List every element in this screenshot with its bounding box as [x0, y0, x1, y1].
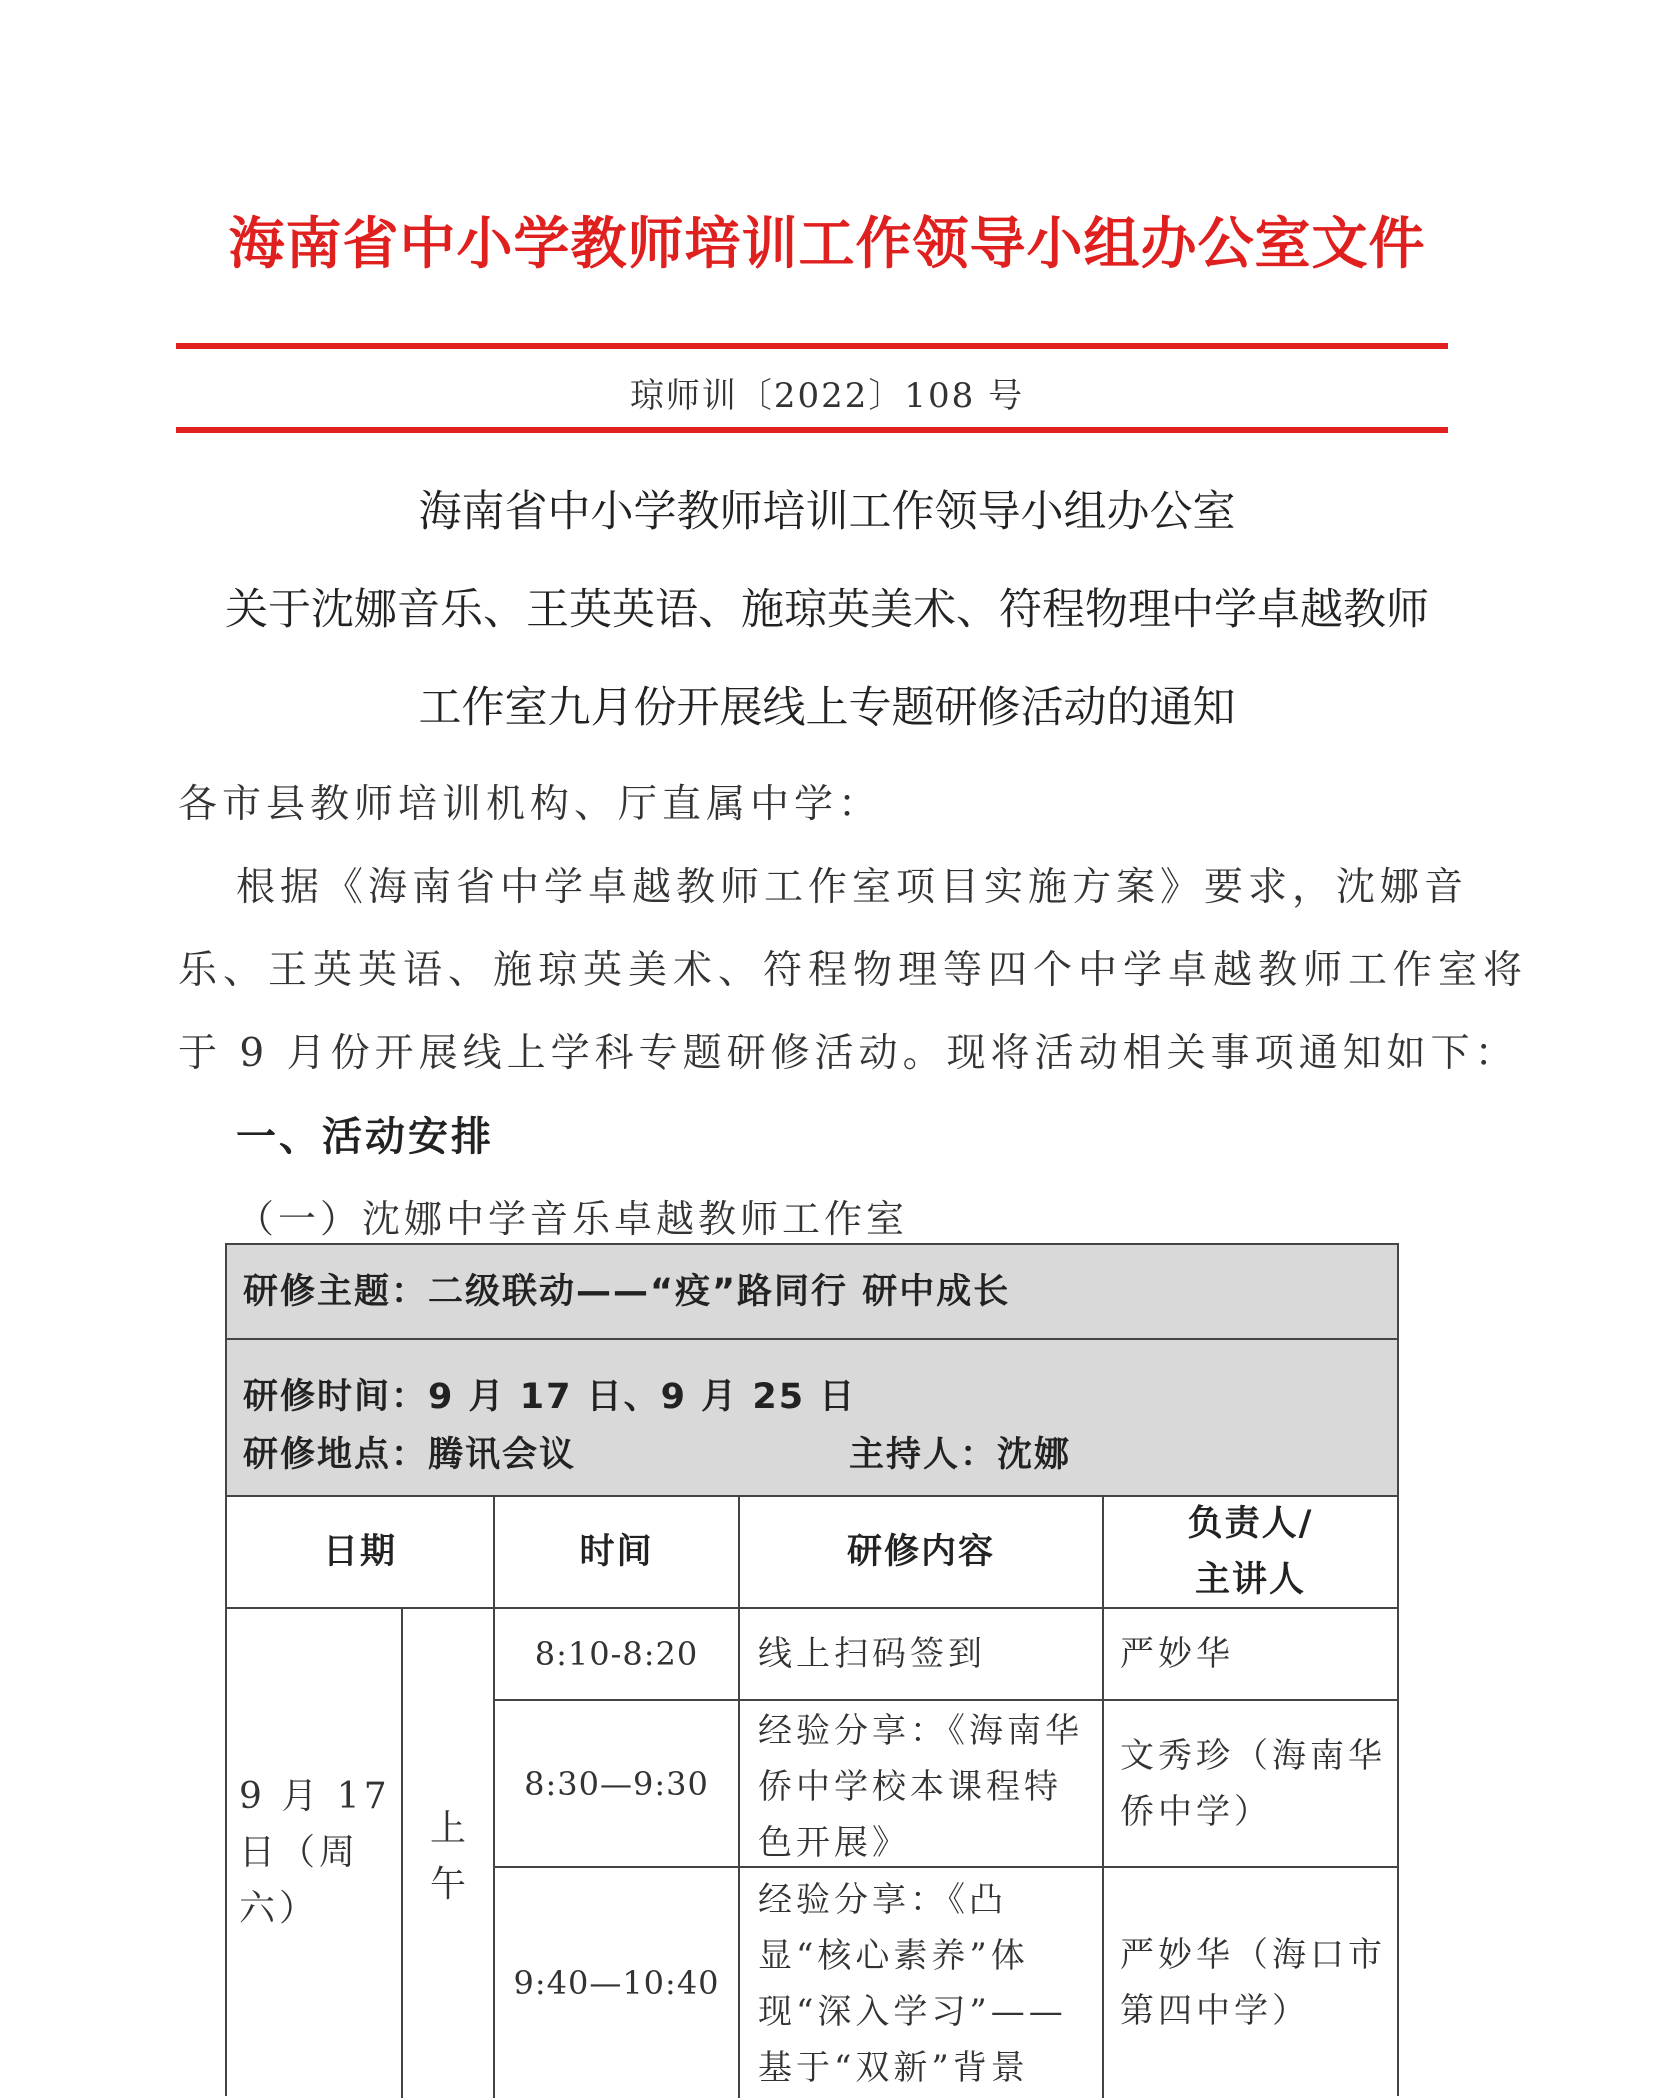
table-cell-content: 线上扫码签到 [740, 1609, 1104, 1701]
section-heading: 一、活动安排 [236, 1114, 494, 1160]
column-header-date: 日期 [227, 1497, 495, 1609]
column-header-person-line1: 负责人/ [1187, 1504, 1314, 1544]
table-cell-time: 8:10-8:20 [495, 1609, 740, 1701]
subsection-heading: （一）沈娜中学音乐卓越教师工作室 [236, 1197, 909, 1241]
column-header-person [1104, 1497, 1397, 1609]
table-cell-person: 严妙华 [1104, 1609, 1397, 1701]
table-cell-content: 经验分享：《海南华侨中学校本课程特色开展》 [740, 1701, 1104, 1868]
table-topic-row: 研修主题：二级联动——“疫”路同行 研中成长 [227, 1245, 1397, 1340]
research-place: 研修地点：腾讯会议 [243, 1435, 577, 1475]
table-time-place-row [227, 1340, 1397, 1497]
notice-title-line3: 工作室九月份开展线上专题研修活动的通知 [418, 683, 1236, 733]
research-place-row [243, 1426, 1397, 1484]
table-cell-person: 文秀珍（海南华侨中学） [1104, 1701, 1397, 1868]
notice-title-line1: 海南省中小学教师培训工作领导小组办公室 [418, 487, 1236, 537]
column-header-content: 研修内容 [740, 1497, 1104, 1609]
header-red-rule-top [176, 343, 1448, 349]
schedule-table [225, 1243, 1399, 2096]
paragraph-line: 根据《海南省中学卓越教师工作室项目实施方案》要求，沈娜音 [236, 865, 1469, 910]
column-header-person-line2: 主讲人 [1194, 1560, 1306, 1600]
header-red-rule-bottom [176, 427, 1448, 433]
paragraph-line: 于 9 月份开展线上学科专题研修活动。现将活动相关事项通知如下： [178, 1031, 1519, 1076]
notice-title-line2: 关于沈娜音乐、王英英语、施琼英美术、符程物理中学卓越教师 [225, 585, 1429, 635]
document-header-title: 海南省中小学教师培训工作领导小组办公室文件 [228, 212, 1426, 277]
date-cell: 9 月 17 日（周六） [227, 1609, 403, 2098]
period-char: 上 [429, 1808, 466, 1849]
period-char: 午 [429, 1864, 466, 1905]
table-cell-time: 9:40—10:40 [495, 1868, 740, 2098]
addressee: 各市县教师培训机构、厅直属中学： [178, 782, 883, 827]
document-number: 琼师训〔2022〕108 号 [629, 376, 1025, 416]
host: 主持人：沈娜 [849, 1435, 1072, 1475]
table-cell-person: 严妙华（海口市第四中学） [1120, 1935, 1386, 2031]
paragraph-line: 乐、王英英语、施琼英美术、符程物理等四个中学卓越教师工作室将 [178, 948, 1529, 993]
table-cell-content: 经验分享：《凸显“核心素养”体现“深入学习”——基于“双新”背景 [740, 1868, 1104, 2098]
research-time: 研修时间：9 月 17 日、9 月 25 日 [243, 1377, 857, 1417]
table-cell-time: 8:30—9:30 [495, 1701, 740, 1868]
period-cell [403, 1609, 495, 2098]
column-header-time: 时间 [495, 1497, 740, 1609]
